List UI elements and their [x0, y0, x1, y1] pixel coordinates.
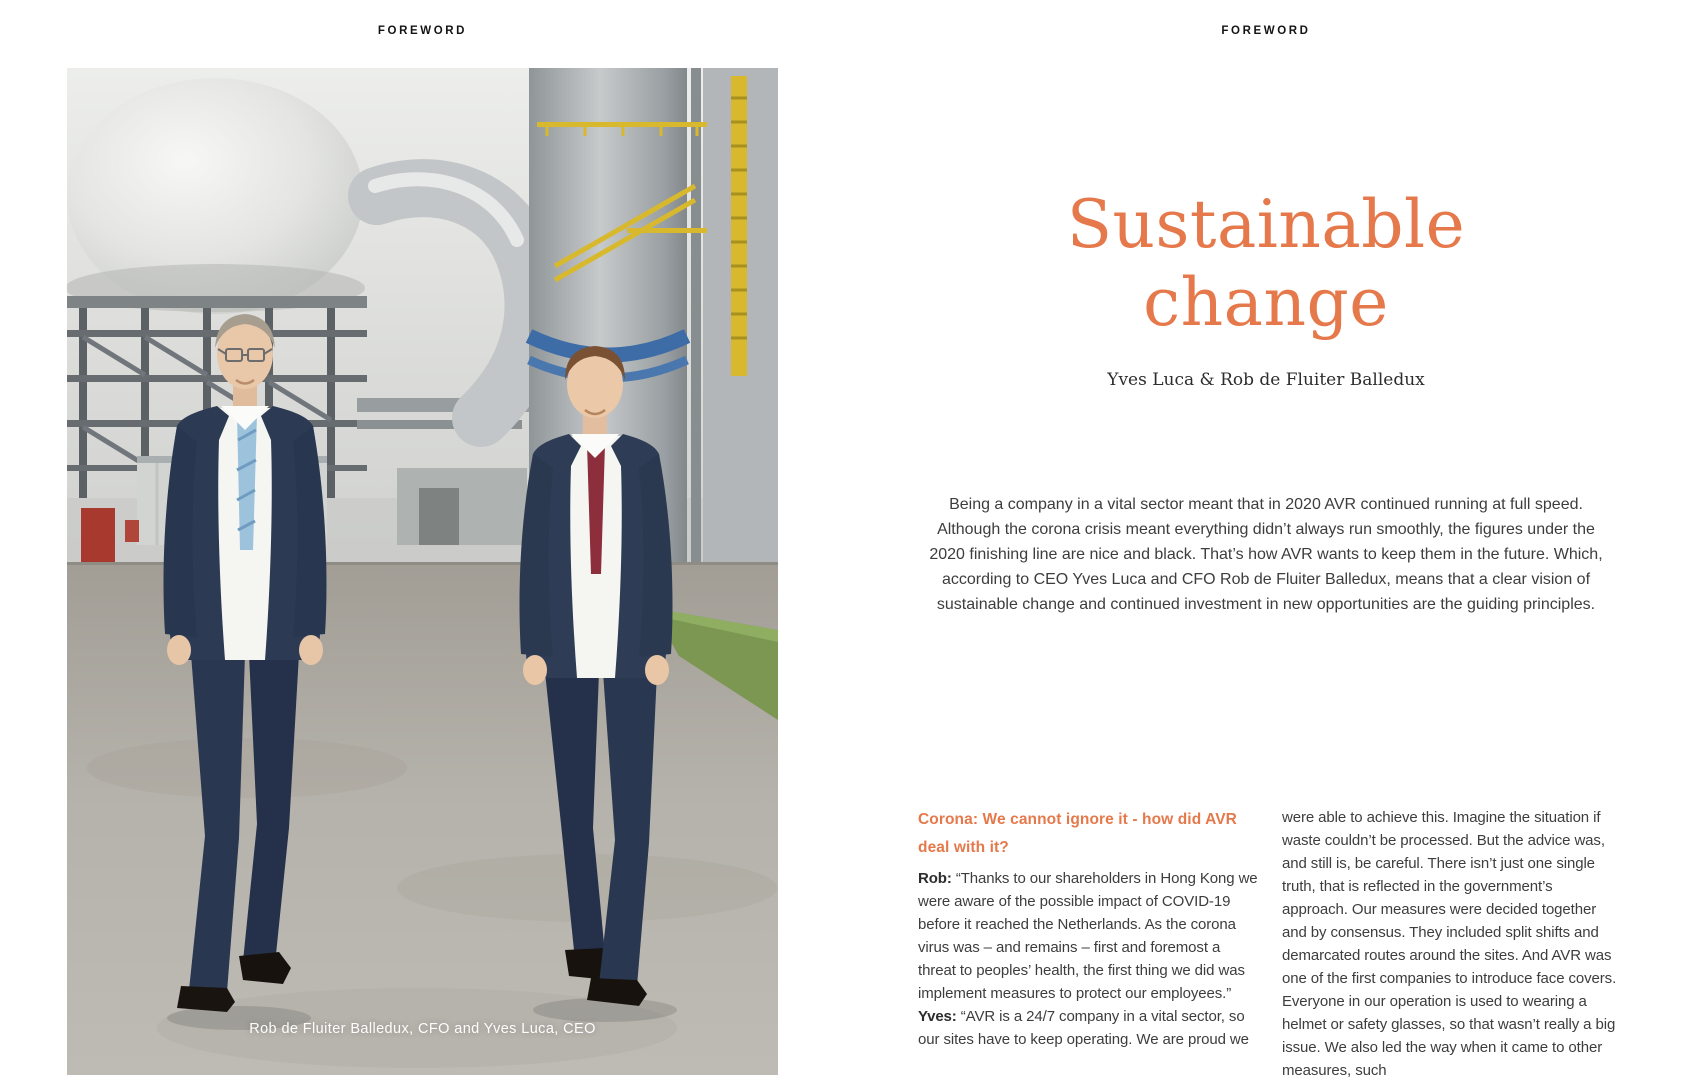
- speaker-name: Yves:: [918, 1008, 957, 1025]
- quote-text: “AVR is a 24/7 company in a vital sector, so our sites have to keep operating. We are proud we: [918, 1008, 1249, 1048]
- right-page: [844, 0, 1688, 1080]
- section-heading: Corona: We cannot ignore it - how did AVR deal with it?: [918, 811, 1237, 856]
- quote-paragraph-yves: [918, 1005, 1258, 1051]
- left-page-kicker: FOREWORD: [377, 25, 468, 37]
- photo-caption: Rob de Fluiter Balledux, CFO and Yves Luca, CEO: [249, 1021, 596, 1037]
- right-page-kicker: FOREWORD: [1221, 25, 1311, 37]
- column-left: [918, 806, 1258, 1080]
- title-line-1: Sustainable: [1066, 186, 1466, 263]
- cover-photo: [67, 68, 778, 1075]
- quote-text: “Thanks to our shareholders in Hong Kong we were aware of the possible impact of COVID-19 before it reached the Netherlands. As the corona virus was – and remains – first and foremost a threat to peoples’ health, the first thing we did was implement measures to protect our employees.”: [918, 870, 1258, 1002]
- body-columns: [918, 806, 1622, 1080]
- title-line-2: change: [1143, 264, 1389, 341]
- article-byline: Yves Luca & Rob de Fluiter Balledux: [1107, 370, 1425, 390]
- speaker-name: Rob:: [918, 870, 952, 887]
- industrial-plant-photo-illustration: [67, 68, 778, 1075]
- red-door: [81, 508, 115, 570]
- continuation-paragraph: were able to achieve this. Imagine the situation if waste couldn’t be processed. But the advice was, and still is, be careful. There isn’t just one single truth, that is reflected in the government’s approach. Our measures were decided together and by consensus. They included split shifts and demarcated routes around the sites. And AVR was one of the first companies to introduce face covers. Everyone in our operation is used to wearing a helmet or safety glasses, so that wasn’t really a big issue. We also led the way when it came to other measures, such: [1282, 809, 1617, 1079]
- quote-paragraph-rob: [918, 867, 1258, 1005]
- article-title: [844, 186, 1688, 342]
- column-right: [1282, 806, 1622, 1080]
- intro-paragraph: Being a company in a vital sector meant that in 2020 AVR continued running at full speed. Although the corona crisis meant everything didn’t always run smoothly, the figures under the 2020 finishing line are nice and black. That’s how AVR wants to keep them in the future. Which, according to CEO Yves Luca and CFO Rob de Fluiter Balledux, means that a clear vision of sustainable change and continued investment in new opportunities are the guiding principles.: [929, 496, 1603, 613]
